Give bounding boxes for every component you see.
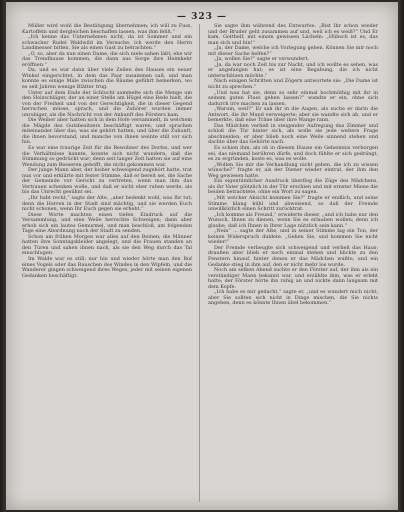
column-divider (199, 24, 200, 502)
paragraph: Diese Worte machten einen tiefen Eindruck auf die Versammlung, und eine Weile herrschte Schweigen; dann aber erhob sich ein lautes Gemurmel, und man beschloß, am folgenden Tage eine Abordnung nach der Stadt zu senden. (22, 211, 192, 235)
paragraph: „Ja, da war noch Zeit bis zur Nacht, und ich wollte es sehen, was er angefangen hat; es ist eine Begabung, die ich nicht unterschätzen möchte.“ (208, 61, 378, 79)
paragraph: „Ja, der Dame, welche ich Vorlegung geben. Können Sie mir noch mit dieser Sache helfen?“ (208, 45, 378, 57)
paragraph: Schon am frühen Morgen war alles auf den Beinen; die Männer hatten ihre Sonntagskleider angelegt, und die Frauen standen an den Türen und sahen ihnen nach, als sie den Weg durch das Tal einschlugen. (22, 233, 192, 257)
left-text-column (22, 24, 192, 279)
paragraph: Ein eigentümlicher Ausdruck überflog die Züge des Mädchens, als ihr Vater plötzlich in der Tür erschien und mit ernster Miene die beiden betrachtete, ohne ein Wort zu sagen. (208, 178, 378, 196)
paragraph: „Und was hat sie, denn so sehr einmal hochmüthig mit ihr in seinem guten Fluss gehen lassen?“ wandte er ein, ohne sich dadurch irre machen zu lassen. (208, 89, 378, 107)
paragraph: Sie sagte ihm während des Entwurfes: „Bist Ihr schon wieder und der Bruder geht zusammen auf und, weil ich es weiß?“ Und Er kam, Gotthelf, mit einem gewissen Lächeln: „Hübsch ist es, das man sich und hin!“ (208, 23, 378, 46)
paragraph: „O, so, aber da nun einen Dame, die sich niele sahen läßt, ehe wir das Trendhause kommen, die dann aus Sorge ihre Heimkehr eröffnen.“ (22, 50, 192, 68)
paragraph: „Mit welcher Absicht kommen Sie?“ fragte er endlich, und seine Stimme klang kühl und abweisend, so daß der Fremde unwillkürlich einen Schritt zurücktrat. (208, 194, 378, 213)
paragraph: Der Fremde verbeugte sich schweigend und verließ das Haus; draußen aber blieb er noch einmal stehen und blickte zu den Fenstern hinauf, hinter denen er das Mädchen wußte, und ein Gedanke stieg in ihm auf, den er nicht mehr los wurde. (208, 244, 378, 268)
paragraph: Nach einigen Schritten und Zögern antwortete sie: „Die Dame ist nicht zu sprechen.“ (208, 78, 378, 91)
book-page (6, 2, 398, 510)
paragraph: „Nein“ ... sagte der Alte, und in seiner Stimme lag ein Ton, der keinen Widerspruch duldete. „Gehen Sie, und kommen Sie nicht wieder!“ (208, 228, 378, 246)
paragraph: Die Weiber aber hatten sich in dem Hofe versammelt, in welchem die Mägde des Gutsbesitzers beschäftigt waren, und sprachen miteinander über das, was sie gehört hatten, und über die Zukunft, die ihnen bevorstand, und manche von ihnen weinte still vor sich hin. (22, 117, 192, 146)
paragraph: Das Mädchen verließ in steigender Aufregung das Zimmer und schloß die Tür hinter sich, als wolle sie jede weitere Frage abschneiden; er aber blieb noch eine Weile sinnend stehen und dachte über das Gehörte nach. (208, 122, 378, 146)
paragraph: „Ihr habt recht,“ sagte der Alte, „aber bedenkt wohl, was Ihr tut; denn die Herren in der Stadt sind mächtig, und sie werden Euch nicht schonen, wenn Ihr Euch gegen sie erhebt.“ (22, 194, 192, 213)
right-text-column (208, 24, 378, 307)
paragraph: Es schien ihm, als ob in diesem Hause ein Geheimnis verborgen sei, das niemand berühren dürfe, und doch fühlte er sich gedrängt, es zu ergründen, koste es, was es wolle. (208, 145, 378, 163)
paragraph: „Ich habe es mir gedacht,“ sagte er, „und es wundert mich nicht; aber Sie sollten sich nicht in Dinge mischen, die Sie nichts angehen, denn es könnte Ihnen übel bekommen.“ (208, 289, 378, 307)
paragraph: Unter auf dem Ende der Schlucht sammelte sich die Menge um den Holzschläger, der an einer Stelle am Hügel eine Rede hielt, die von der Freiheit und von der Gerechtigkeit, die in dieser Gegend herrschen müsse, sprach, und die Zuhörer wurden immer unruhiger, als die Nachricht von der Ankunft des Försters kam. (22, 89, 192, 118)
paragraph: „Warum, weil?“ Er sah ihr in die Augen, als suche er darin die Antwort, die ihr Mund verweigerte; aber sie wandte sich ab, und er bemerkte, daß eine Träne über ihre Wange rann. (208, 106, 378, 124)
paragraph: „Ich kenne das Unternehmen nicht, da ist Sommer und ein schwacher Rudel Waldwild im Versuche, ich werde den Herrn Landmesser bitten, Sie als einen Gast zu betrachten.“ (22, 34, 192, 52)
page-number: — 323 — (176, 12, 228, 22)
book-edge-right (398, 0, 404, 512)
paragraph: „Ja, wollen Sie?“ sagte er verwundert. (214, 56, 309, 63)
paragraph: Da, und es war dann über viele Zeilen des Hauses ein neuer Winkel eingerichtet, in dem das Paar zusammen saß, und man konnte es einige Male zwischen die Bäume geführt bemerken, wo es seit Jahren wenige Blätter trug. (22, 67, 192, 91)
paragraph: Müller wird wohl die Bestätigung übernehmen; ich will zu Fuss, Kartoffeln und dergleichen beschaffen lassen, was ihm fehlt.“ (22, 23, 192, 35)
paragraph: Noch am selben Abend suchte er den Förster auf, der ihm als ein verständiger Mann bekannt war, und erzählte ihm, was er erlebt hatte; der Förster hörte ihn ruhig an und nickte dann langsam mit dem Kopfe. (208, 267, 378, 290)
paragraph: Der junge Mann aber, der bisher schweigend zugehört hatte, trat nun vor und erklärte mit fester Stimme, daß er bereit sei, die Sache der Gemeinde vor Gericht zu vertreten, wenn man ihm das Vertrauen schenken wolle, und daß er nicht eher ruhen werde, als bis das Unrecht gesühnt sei. (22, 167, 192, 196)
paragraph: „Ich komme als Freund,“ erwiderte dieser, „und ich habe nur den Wunsch, Ihnen zu dienen, wenn Sie es erlauben wollen; denn ich glaube, daß ich Ihnen in Ihrer Lage nützlich sein kann.“ (208, 211, 378, 229)
paragraph: „Wollen Sie mir die Verhandlung nicht geben, die ich zu wissen wünsche?“ fragte er, als der Diener wieder eintrat, der ihm den Weg gewiesen hatte. (208, 161, 378, 179)
paragraph: Im Walde war es still; nur hin und wieder hörte man den Ruf eines Vogels oder das Rauschen des Windes in den Wipfeln, und die Wanderer gingen schweigend ihres Weges, jeder mit seinen eigenen Gedanken beschäftigt. (22, 255, 192, 279)
paragraph: Es war eine traurige Zeit für die Bewohner des Dorfes, und wer die Verhältnisse kannte, konnte sich nicht wundern, daß die Stimmung so gedrückt war; denn seit langer Zeit hatten sie auf eine Wendung zum Besseren gehofft, die nicht gekommen war. (22, 145, 192, 168)
